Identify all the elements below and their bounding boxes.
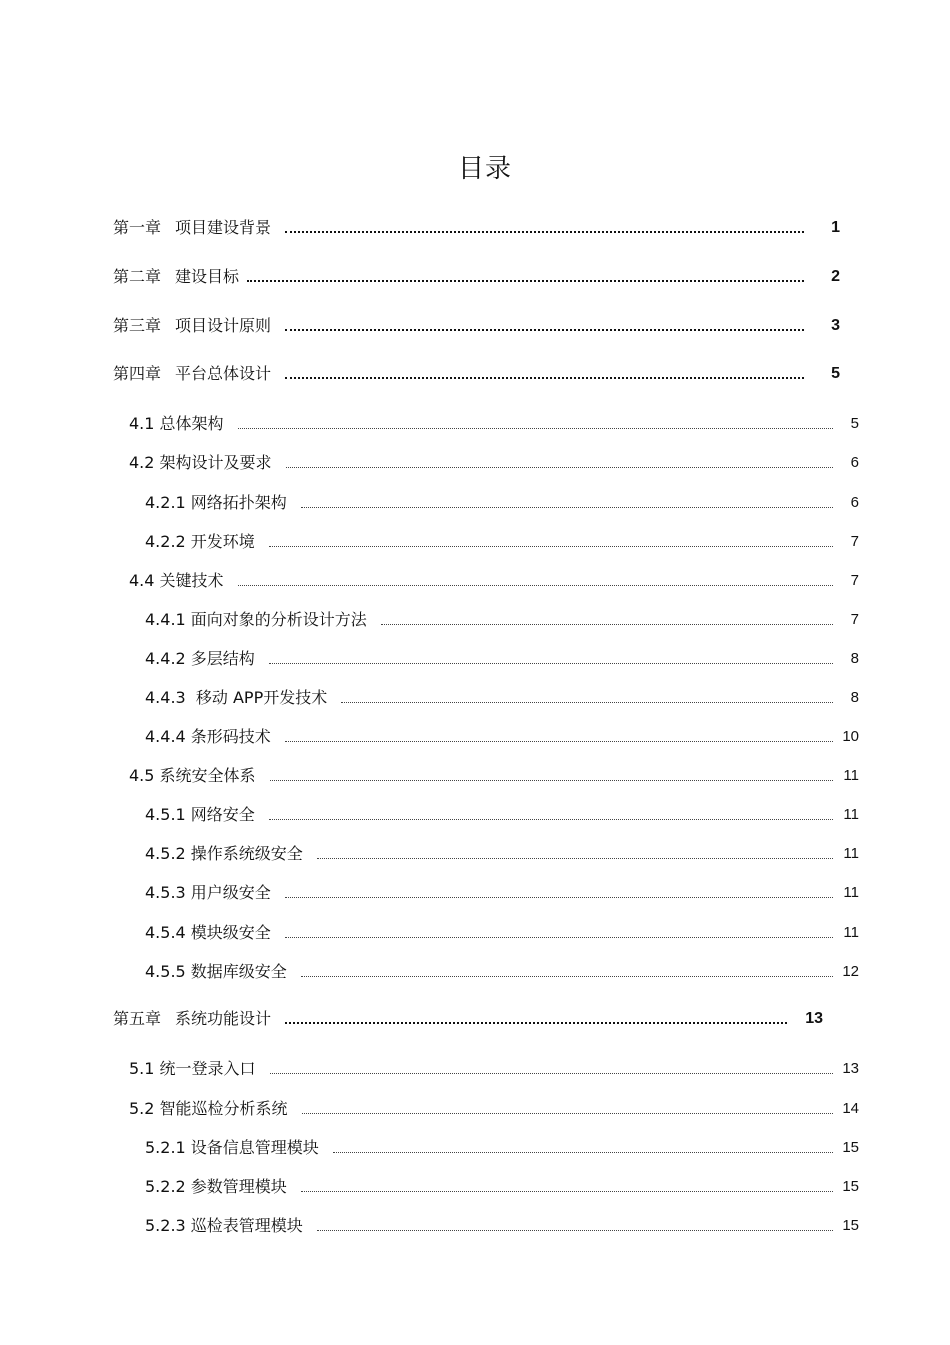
- page-number: 12: [842, 963, 859, 980]
- page-number: 7: [850, 611, 859, 628]
- dot-leader: [341, 702, 833, 703]
- toc-entry-section[interactable]: [129, 447, 859, 473]
- toc-entry-subsection[interactable]: [145, 1210, 859, 1236]
- toc-entry-subsection[interactable]: [145, 1132, 859, 1158]
- toc-entry-section[interactable]: [129, 760, 859, 786]
- chapter-title: 系统功能设计: [175, 1009, 272, 1028]
- toc-entry-label: 4.5.5 数据库级安全: [145, 962, 287, 981]
- page-number: 3: [831, 317, 840, 334]
- page-number: 11: [843, 884, 859, 901]
- toc-entry-chapter-4[interactable]: [113, 358, 840, 384]
- page-number: 13: [842, 1060, 859, 1077]
- toc-entry-subsection[interactable]: [145, 1171, 859, 1197]
- dot-leader: [285, 377, 804, 379]
- chapter-number: 第二章: [113, 267, 162, 286]
- toc-entry-label: 4.4 关键技术: [129, 571, 224, 590]
- toc-entry-subsection[interactable]: [145, 721, 859, 747]
- toc-entry-label: 4.4.3 移动 APP开发技术: [145, 688, 328, 707]
- dot-leader: [269, 663, 833, 664]
- dot-leader: [269, 546, 833, 547]
- toc-entry-subsection[interactable]: [145, 682, 859, 708]
- toc-entry-label: 4.4.2 多层结构: [145, 649, 255, 668]
- toc-entry-label: 5.2.3 巡检表管理模块: [145, 1216, 303, 1235]
- chapter-title: 项目设计原则: [175, 316, 272, 335]
- page-number: 2: [831, 268, 840, 285]
- dot-leader: [247, 280, 804, 282]
- toc-entry-label: 4.5.1 网络安全: [145, 805, 255, 824]
- dot-leader: [269, 819, 833, 820]
- toc-entry-subsection[interactable]: [145, 526, 859, 552]
- page-number: 11: [843, 767, 859, 784]
- toc-entry-label: 4.5 系统安全体系: [129, 766, 256, 785]
- page-number: 11: [843, 806, 859, 823]
- dot-leader: [285, 741, 833, 742]
- toc-entry-label: 5.2 智能巡检分析系统: [129, 1099, 288, 1118]
- page-number: 15: [842, 1178, 859, 1195]
- page-number: 15: [842, 1139, 859, 1156]
- dot-leader: [270, 1073, 833, 1074]
- page-number: 1: [831, 219, 840, 236]
- toc-entry-label: 4.2.1 网络拓扑架构: [145, 493, 287, 512]
- dot-leader: [285, 231, 804, 233]
- toc-entry-label: [113, 267, 247, 287]
- dot-leader: [302, 1113, 833, 1114]
- toc-entry-chapter-5[interactable]: [113, 1003, 823, 1029]
- page-number: 10: [842, 728, 859, 745]
- toc-entry-label: 4.5.4 模块级安全: [145, 923, 271, 942]
- chapter-number: 第一章: [113, 218, 162, 237]
- page-number: 5: [831, 365, 840, 382]
- chapter-title: 建设目标: [175, 267, 240, 286]
- toc-entry-subsection[interactable]: [145, 877, 859, 903]
- toc-entry-chapter-2[interactable]: [113, 261, 840, 287]
- toc-entry-subsection[interactable]: [145, 487, 859, 513]
- dot-leader: [381, 624, 833, 625]
- dot-leader: [270, 780, 833, 781]
- page-number: 8: [850, 689, 859, 706]
- toc-entry-chapter-3[interactable]: [113, 310, 840, 336]
- dot-leader: [286, 467, 833, 468]
- dot-leader: [285, 1022, 787, 1024]
- dot-leader: [238, 428, 833, 429]
- toc-entry-label: 4.1 总体架构: [129, 414, 224, 433]
- page-number: 13: [805, 1010, 823, 1027]
- toc-entry-label: 5.1 统一登录入口: [129, 1059, 256, 1078]
- toc-entry-section[interactable]: [129, 1053, 859, 1079]
- toc-entry-label: 4.2 架构设计及要求: [129, 453, 272, 472]
- page-number: 11: [843, 924, 859, 941]
- toc-entry-subsection[interactable]: [145, 838, 859, 864]
- toc-entry-label: 4.4.4 条形码技术: [145, 727, 271, 746]
- dot-leader: [285, 897, 833, 898]
- dot-leader: [317, 1230, 833, 1231]
- toc-title: 目录: [457, 154, 512, 184]
- toc-entry-label: 4.5.2 操作系统级安全: [145, 844, 303, 863]
- dot-leader: [333, 1152, 833, 1153]
- toc-entry-label: [113, 364, 285, 384]
- toc-entry-chapter-1[interactable]: [113, 212, 840, 238]
- toc-entry-label: 4.5.3 用户级安全: [145, 883, 271, 902]
- toc-entry-subsection[interactable]: [145, 643, 859, 669]
- page-number: 7: [850, 572, 859, 589]
- toc-entry-label: 5.2.2 参数管理模块: [145, 1177, 287, 1196]
- page-number: 11: [843, 845, 859, 862]
- dot-leader: [317, 858, 833, 859]
- dot-leader: [301, 507, 833, 508]
- chapter-number: 第四章: [113, 364, 162, 383]
- page-number: 14: [842, 1100, 859, 1117]
- page-number: 8: [850, 650, 859, 667]
- dot-leader: [285, 937, 833, 938]
- page-number: 6: [850, 494, 859, 511]
- toc-entry-label: [113, 218, 285, 238]
- page-number: 7: [850, 533, 859, 550]
- toc-entry-label: 4.4.1 面向对象的分析设计方法: [145, 610, 367, 629]
- chapter-number: 第三章: [113, 316, 162, 335]
- toc-entry-label: 4.2.2 开发环境: [145, 532, 255, 551]
- toc-entry-section[interactable]: [129, 408, 859, 434]
- chapter-number: 第五章: [113, 1009, 162, 1028]
- dot-leader: [301, 1191, 833, 1192]
- dot-leader: [301, 976, 833, 977]
- toc-entry-subsection[interactable]: [145, 956, 859, 982]
- toc-entry-label: 5.2.1 设备信息管理模块: [145, 1138, 319, 1157]
- chapter-title: 平台总体设计: [175, 364, 272, 383]
- toc-entry-section[interactable]: [129, 565, 859, 591]
- dot-leader: [285, 329, 804, 331]
- page-number: 5: [850, 415, 859, 432]
- page-number: 15: [842, 1217, 859, 1234]
- chapter-title: 项目建设背景: [175, 218, 272, 237]
- dot-leader: [238, 585, 833, 586]
- toc-entry-subsection[interactable]: [145, 917, 859, 943]
- toc-entry-section[interactable]: [129, 1093, 859, 1119]
- toc-entry-subsection[interactable]: [145, 799, 859, 825]
- page-number: 6: [850, 454, 859, 471]
- toc-entry-label: [113, 316, 285, 336]
- toc-entry-label: [113, 1009, 285, 1029]
- toc-entry-subsection[interactable]: [145, 604, 859, 630]
